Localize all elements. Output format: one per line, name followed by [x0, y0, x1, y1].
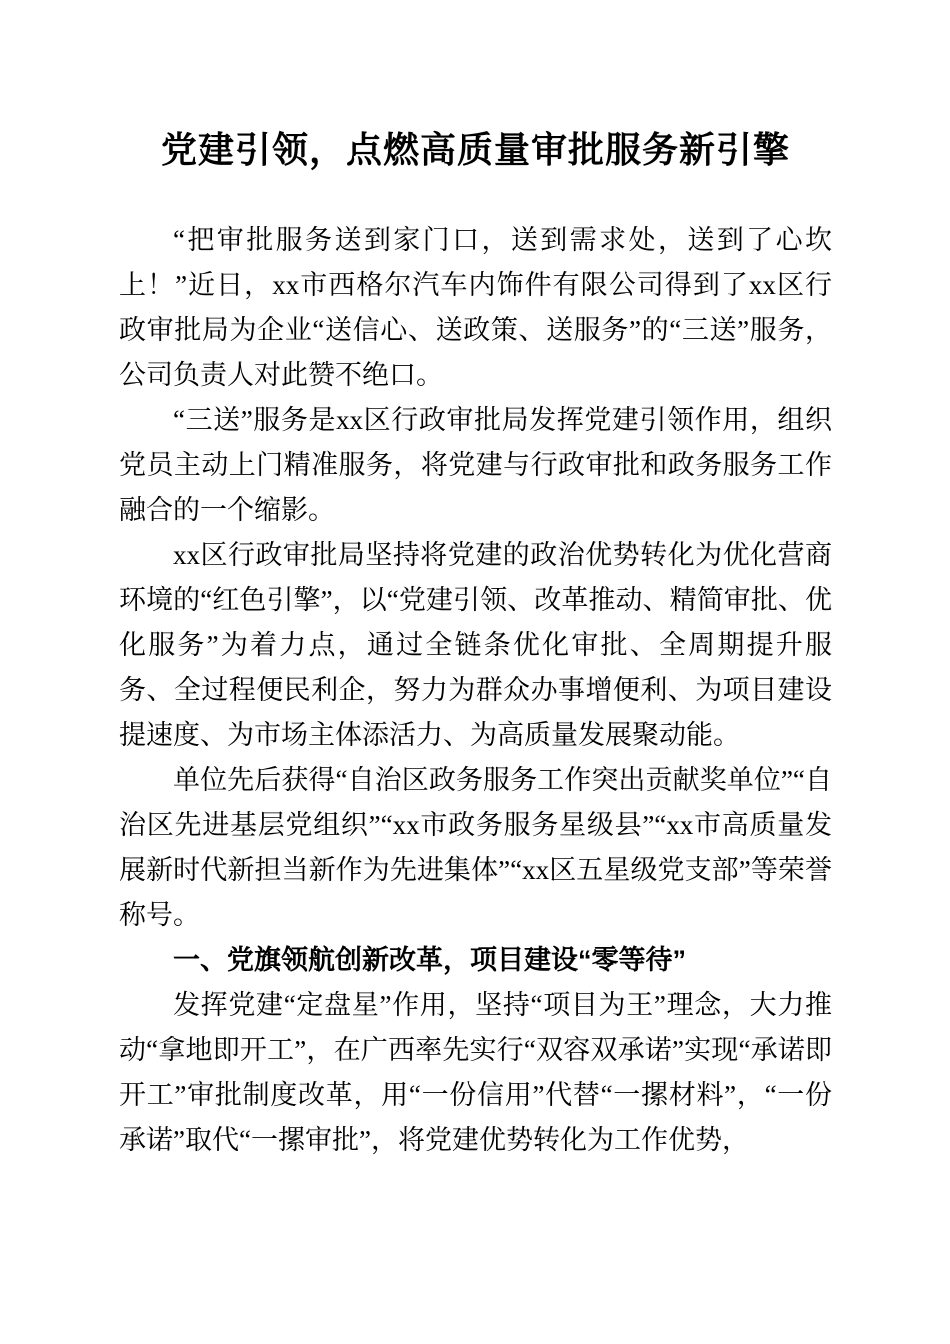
section-heading-one: 一、党旗领航创新改革，项目建设“零等待”: [173, 945, 686, 975]
document-body: [119, 218, 832, 1163]
paragraph-reform: 发挥党建“定盘星”作用，坚持“项目为王”理念，大力推动“拿地即开工”，在广西率先实行“双容双承诺”实现“承诺即开工”审批制度改革，用“一份信用”代替“一摞材料”，“一份承诺”取代“一摞审批”，将党建优势转化为工作优势，: [119, 990, 832, 1155]
paragraph-honors: 单位先后获得“自治区政务服务工作突出贡献奖单位”“自治区先进基层党组织”“xx市政务服务星级县”“xx市高质量发展新时代新担当新作为先进集体”“xx区五星级党支部”等荣誉称号。: [119, 765, 832, 930]
document-title: 党建引领，点燃高质量审批服务新引擎: [160, 130, 790, 170]
paragraph-intro-quote: “把审批服务送到家门口，送到需求处，送到了心坎上！”近日，xx市西格尔汽车内饰件有限公司得到了xx区行政审批局为企业“送信心、送政策、送服务”的“三送”服务，公司负责人对此赞不绝口。: [119, 225, 832, 390]
paragraph-red-engine: xx区行政审批局坚持将党建的政治优势转化为优化营商环境的“红色引擎”，以“党建引领、改革推动、精简审批、优化服务”为着力点，通过全链条优化审批、全周期提升服务、全过程便民利企，努力为群众办事增便利、为项目建设提速度、为市场主体添活力、为高质量发展聚动能。: [119, 540, 832, 750]
paragraph-three-deliveries: “三送”服务是xx区行政审批局发挥党建引领作用，组织党员主动上门精准服务，将党建与行政审批和政务服务工作融合的一个缩影。: [119, 405, 832, 525]
